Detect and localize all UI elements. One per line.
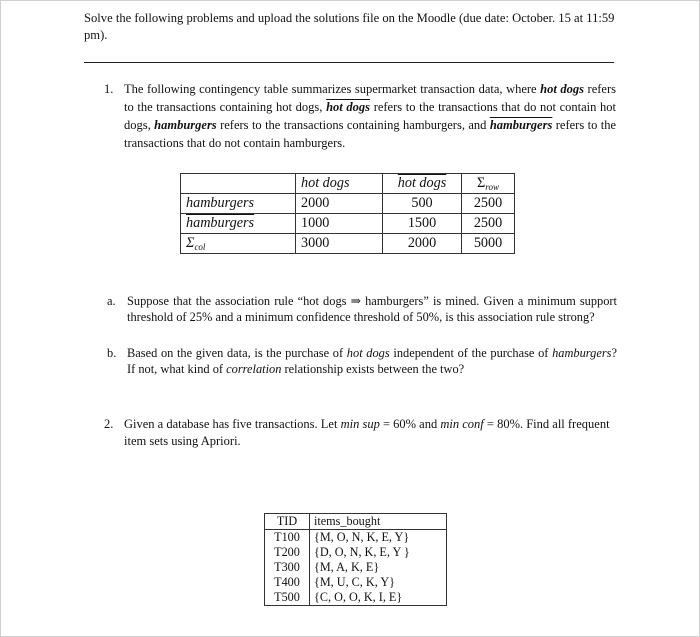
table-cell: 2500 [462,214,515,234]
question-1 [104,80,616,152]
table-cell: T100 [265,530,310,546]
table-cell: 5000 [462,234,515,254]
row-label: hamburgers [181,214,296,234]
table-row [181,234,515,254]
row-sum-header: $\Sigma_{row}$ [462,174,515,194]
table-row [265,590,447,606]
column-header: TID [265,514,310,530]
row-label: hamburgers [181,194,296,214]
table-cell: {M, U, C, K, Y} [314,575,395,589]
table-cell: {M, A, K, E} [314,560,380,574]
contingency-table [180,173,515,254]
table-cell: 1000 [296,214,383,234]
question-2 [104,416,616,450]
table-row [181,194,515,214]
table-cell: 500 [383,194,462,214]
table-cell: 2500 [462,194,515,214]
table-row [181,214,515,234]
divider [84,62,614,63]
subquestion-b: b. Based on the given data, is the purchase of hot dogs independent of the purchase of hamburgers? If not, what kind of correlation relationship exists between the two? [107,346,617,376]
table-cell: {C, O, O, K, I, E} [314,590,403,604]
table-cell: {M, O, N, K, E, Y} [314,530,410,544]
assignment-instructions: Solve the following problems and upload the solutions file on the Moodle (due date: October. 15 at 11:59 pm). [84,11,615,42]
table-row [181,174,515,194]
question-1-text: The following contingency table summarizes supermarket transaction data, where hot dogs refers to the transactions containing hot dogs, hot dogs refers to the transactions that do not contain hot dogs, hamburgers refers to the transactions containing hamburgers, and hamburgers refers to the transactions that do not contain hamburgers. [124,82,617,150]
table-cell: T400 [265,575,310,590]
table-cell: T200 [265,545,310,560]
table-cell: 2000 [296,194,383,214]
table-cell: T300 [265,560,310,575]
table-cell: 2000 [383,234,462,254]
table-cell: T500 [265,590,310,606]
column-header: items_bought [310,514,447,530]
column-header: hot dogs [296,174,383,194]
table-row [265,560,447,575]
table-row [265,514,447,530]
table-cell: 1500 [383,214,462,234]
question-number: 1. [104,82,114,96]
question-2-text: Given a database has five transactions. Let min sup = 60% and min conf = 80%. Find all frequent item sets using Apriori. [124,417,610,448]
table-cell: {D, O, N, K, E, Y } [314,545,410,559]
question-number: 2. [104,417,114,431]
column-header: hot dogs [383,174,462,194]
table-row [265,545,447,560]
table-row [265,575,447,590]
subquestion-a: a. Suppose that the association rule “hot dogs ⇒ hamburgers” is mined. Given a minimum support threshold of 25% and a minimum confidence threshold of 50%, is this association rule strong? [107,294,617,324]
table-cell: 3000 [296,234,383,254]
table-row [265,530,447,546]
col-sum-label: $\Sigma_{col}$ [181,234,296,254]
transactions-table [264,513,447,606]
